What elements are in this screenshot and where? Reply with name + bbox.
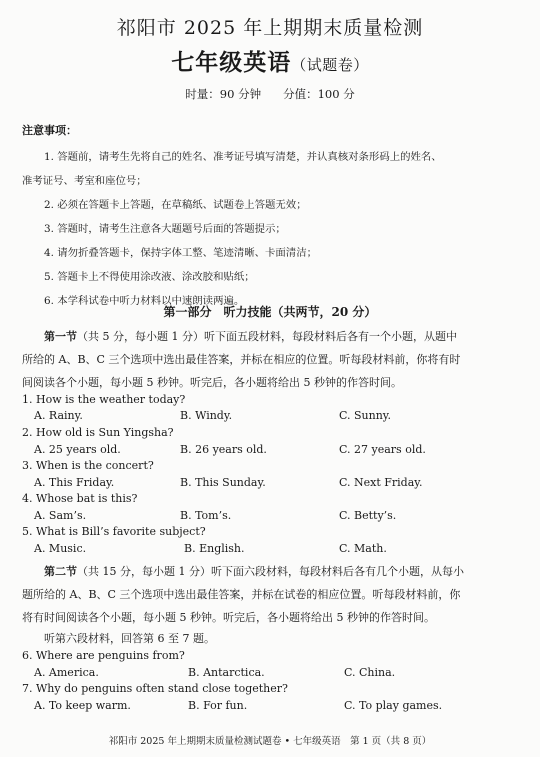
section1-line: 间阅读各个小题，每小题 5 秒钟。听完后，各小题将给出 5 秒钟的作答时间。 [22, 376, 402, 389]
exam-score: 分值：100 分 [283, 87, 355, 101]
question: 7. Why do penguins often stand close together? [22, 682, 288, 695]
section1-line: 所给的 A、B、C 三个选项中选出最佳答案，并标在相应的位置。听每段材料前，你将有时 [22, 353, 461, 366]
question: 5. What is Bill’s favorite subject? [22, 525, 206, 538]
question: 4. Whose bat is this? [22, 492, 138, 505]
question: 3. When is the concert? [22, 459, 154, 472]
option-c: C. Sunny. [339, 409, 392, 422]
question: 6. Where are penguins from? [22, 649, 185, 662]
option-c: C. China. [344, 666, 396, 679]
section2-line: 题所给的 A、B、C 三个选项中选出最佳答案，并标在试卷的相应位置。听每段材料前，你 [22, 588, 461, 601]
notice-line: 4. 请勿折叠答题卡，保持字体工整、笔迹清晰、卡面清洁； [44, 247, 317, 259]
option-c: C. Next Friday. [339, 476, 423, 489]
option-b: B. This Sunday. [180, 476, 266, 489]
option-c: C. Betty’s. [339, 509, 397, 522]
notice-heading: 注意事项： [22, 124, 77, 137]
subject-title [0, 44, 540, 77]
section2-text: （共 15 分，每小题 1 分）听下面六段材料，每段材料后各有几个小题，从每小 [77, 565, 464, 578]
option-a: A. To keep warm. [34, 699, 131, 712]
exam-time: 时量：90 分钟 [185, 87, 262, 101]
option-c: C. To play games. [344, 699, 443, 712]
section2-line: 将有时间阅读各个小题，每小题 5 秒钟。听完后，各小题将给出 5 秒钟的作答时间。 [22, 611, 435, 624]
notice-line: 5. 答题卡上不得使用涂改液、涂改胶和贴纸； [44, 271, 255, 283]
section2-label: 第二节 [44, 565, 77, 578]
option-a: A. This Friday. [34, 476, 115, 489]
notice-line: 准考证号、考室和座位号； [22, 175, 147, 187]
option-b: B. Windy. [180, 409, 233, 422]
option-b: B. For fun. [188, 699, 248, 712]
section1-line [44, 328, 457, 344]
option-b: B. 26 years old. [180, 443, 267, 456]
notice-line: 2. 必须在答题卡上答题，在草稿纸、试题卷上答题无效； [44, 199, 307, 211]
question: 1. How is the weather today? [22, 393, 186, 406]
option-a: A. America. [34, 666, 99, 679]
option-c: C. Math. [339, 542, 387, 555]
section2-line [44, 563, 464, 579]
section1-text: （共 5 分，每小题 1 分）听下面五段材料，每段材料后各有一个小题，从题中 [77, 330, 457, 343]
notice-line: 1. 答题前，请考生先将自己的姓名、准考证号填写清楚，并认真核对条形码上的姓名、 [44, 151, 442, 163]
page-footer: 祁阳市 2025 年上期期末质量检测试题卷 • 七年级英语 第 1 页（共 8 页） [108, 736, 432, 747]
subject-name: 七年级英语 [171, 49, 292, 76]
part1-title: 第一部分 听力技能（共两节，20 分） [163, 305, 377, 319]
question: 2. How old is Sun Yingsha? [22, 426, 174, 439]
option-b: B. Tom’s. [180, 509, 232, 522]
subject-suffix: （试题卷） [291, 56, 369, 74]
exam-meta [0, 86, 540, 102]
notice-line: 6. 本学科试卷中听力材料以中速朗读两遍。 [44, 295, 245, 307]
option-a: A. Music. [34, 542, 87, 555]
notice-line: 3. 答题时，请考生注意各大题题号后面的答题提示； [44, 223, 286, 235]
option-b: B. Antarctica. [188, 666, 265, 679]
option-b: B. English. [184, 542, 245, 555]
option-a: A. 25 years old. [34, 443, 121, 456]
exam-title: 祁阳市 2025 年上期期末质量检测 [116, 17, 424, 39]
listen-prompt: 听第六段材料，回答第 6 至 7 题。 [44, 632, 215, 645]
section1-label: 第一节 [44, 330, 77, 343]
option-a: A. Sam’s. [34, 509, 87, 522]
option-a: A. Rainy. [34, 409, 83, 422]
option-c: C. 27 years old. [339, 443, 426, 456]
